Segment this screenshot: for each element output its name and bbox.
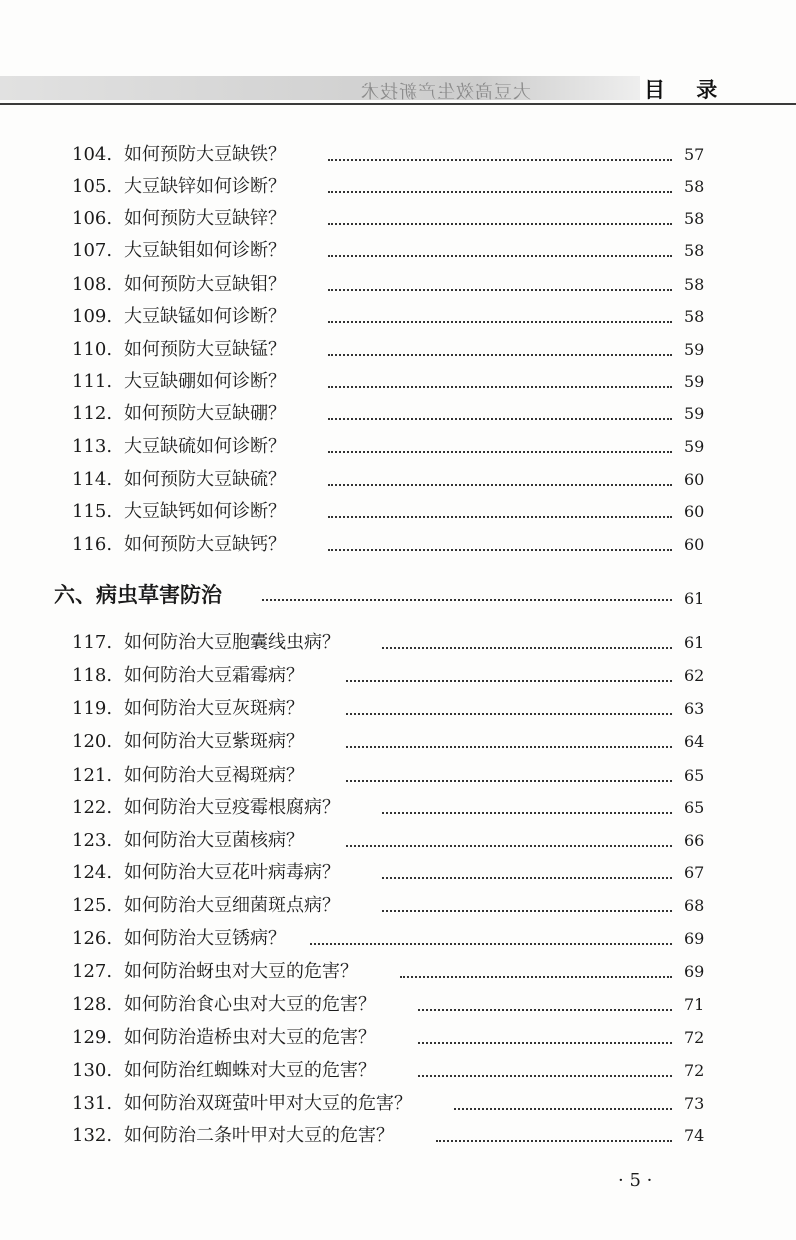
- entry-page: 57: [684, 145, 705, 164]
- entry-page: 68: [684, 896, 705, 915]
- leader-dots: [328, 165, 672, 193]
- entry-number: 124.: [72, 862, 113, 883]
- entry-title: 如何防治大豆细菌斑点病？: [124, 895, 340, 916]
- toc-entry[interactable]: [0, 532, 796, 558]
- entry-page: 59: [684, 372, 705, 391]
- leader-dots: [328, 263, 672, 291]
- leader-dots: [418, 983, 672, 1011]
- leader-dots: [382, 851, 672, 879]
- leader-dots: [382, 786, 672, 814]
- toc-entry[interactable]: [0, 401, 796, 427]
- entry-page: 69: [684, 929, 705, 948]
- leader-dots: [328, 392, 672, 420]
- toc-entry[interactable]: [0, 1058, 796, 1084]
- entry-number: 106.: [72, 208, 113, 229]
- entry-title: 如何防治大豆疫霉根腐病？: [124, 797, 340, 818]
- entry-page: 59: [684, 340, 705, 359]
- entry-page: 72: [684, 1028, 705, 1047]
- entry-number: 129.: [72, 1027, 113, 1048]
- toc-entry[interactable]: [0, 860, 796, 886]
- entry-page: 59: [684, 437, 705, 456]
- entry-number: 122.: [72, 797, 113, 818]
- entry-number: 111.: [72, 371, 113, 392]
- entry-number: 110.: [72, 339, 113, 360]
- entry-page: 65: [684, 766, 705, 785]
- toc-entry[interactable]: [0, 926, 796, 952]
- entry-number: 112.: [72, 403, 113, 424]
- entry-number: 104.: [72, 144, 113, 165]
- entry-title: 如何防治大豆灰斑病？: [124, 698, 304, 719]
- leader-dots: [262, 573, 672, 601]
- entry-number: 121.: [72, 765, 113, 786]
- entry-page: 67: [684, 863, 705, 882]
- leader-dots: [436, 1114, 672, 1142]
- entry-number: 128.: [72, 994, 113, 1015]
- entry-title: 大豆缺硫如何诊断？: [124, 436, 286, 457]
- entry-page: 66: [684, 831, 705, 850]
- entry-title: 如何防治蚜虫对大豆的危害？: [124, 961, 358, 982]
- entry-title: 如何防治大豆紫斑病？: [124, 731, 304, 752]
- page-number: · 5 ·: [618, 1170, 653, 1191]
- entry-number: 120.: [72, 731, 113, 752]
- entry-number: 108.: [72, 274, 113, 295]
- toc-entry[interactable]: [0, 1025, 796, 1051]
- toc-entry[interactable]: [0, 893, 796, 919]
- toc-section-heading[interactable]: [0, 582, 796, 612]
- entry-title: 如何防治大豆胞囊线虫病？: [124, 632, 340, 653]
- entry-title: 大豆缺锰如何诊断？: [124, 306, 286, 327]
- entry-page: 71: [684, 995, 705, 1014]
- toc-entry[interactable]: [0, 663, 796, 689]
- entry-page: 69: [684, 962, 705, 981]
- leader-dots: [328, 425, 672, 453]
- entry-number: 130.: [72, 1060, 113, 1081]
- toc-entry[interactable]: [0, 238, 796, 264]
- entry-title: 如何预防大豆缺钼？: [124, 274, 286, 295]
- header-mirrored-text: 大豆高效生产新技术: [360, 82, 531, 103]
- leader-dots: [310, 917, 672, 945]
- leader-dots: [346, 687, 672, 715]
- entry-title: 大豆缺锌如何诊断？: [124, 176, 286, 197]
- entry-number: 114.: [72, 469, 113, 490]
- entry-number: 119.: [72, 698, 113, 719]
- entry-page: 58: [684, 307, 705, 326]
- leader-dots: [328, 197, 672, 225]
- entry-number: 105.: [72, 176, 113, 197]
- toc-entry[interactable]: [0, 729, 796, 755]
- leader-dots: [400, 950, 672, 978]
- entry-title: 大豆缺钙如何诊断？: [124, 501, 286, 522]
- entry-title: 如何预防大豆缺锌？: [124, 208, 286, 229]
- leader-dots: [346, 819, 672, 847]
- entry-title: 如何预防大豆缺钙？: [124, 534, 286, 555]
- leader-dots: [328, 328, 672, 356]
- entry-page: 58: [684, 241, 705, 260]
- entry-page: 60: [684, 535, 705, 554]
- leader-dots: [328, 229, 672, 257]
- toc-entry[interactable]: [0, 1123, 796, 1149]
- toc-entry[interactable]: [0, 696, 796, 722]
- entry-number: 125.: [72, 895, 113, 916]
- leader-dots: [328, 360, 672, 388]
- entry-number: 132.: [72, 1125, 113, 1146]
- entry-page: 58: [684, 209, 705, 228]
- entry-title: 如何防治大豆锈病？: [124, 928, 286, 949]
- toc-entry[interactable]: [0, 304, 796, 330]
- entry-number: 116.: [72, 534, 113, 555]
- running-header: [0, 72, 796, 106]
- entry-number: 126.: [72, 928, 113, 949]
- toc-entry[interactable]: [0, 630, 796, 656]
- leader-dots: [346, 754, 672, 782]
- toc-entry[interactable]: [0, 795, 796, 821]
- toc-entry[interactable]: [0, 434, 796, 460]
- entry-number: 113.: [72, 436, 113, 457]
- entry-page: 58: [684, 275, 705, 294]
- entry-page: 74: [684, 1126, 705, 1145]
- entry-title: 如何预防大豆缺硼？: [124, 403, 286, 424]
- entry-page: 59: [684, 404, 705, 423]
- header-title: 目 录: [644, 78, 730, 102]
- entry-page: 64: [684, 732, 705, 751]
- entry-number: 123.: [72, 830, 113, 851]
- leader-dots: [328, 523, 672, 551]
- entry-number: 109.: [72, 306, 113, 327]
- entry-page: 61: [684, 633, 705, 652]
- entry-page: 62: [684, 666, 705, 685]
- entry-title: 如何预防大豆缺硫？: [124, 469, 286, 490]
- leader-dots: [328, 133, 672, 161]
- entry-number: 117.: [72, 632, 113, 653]
- entry-page: 60: [684, 502, 705, 521]
- entry-number: 127.: [72, 961, 113, 982]
- leader-dots: [418, 1016, 672, 1044]
- toc-entry[interactable]: [0, 959, 796, 985]
- entry-title: 如何防治二条叶甲对大豆的危害？: [124, 1125, 394, 1146]
- leader-dots: [328, 295, 672, 323]
- toc-entry[interactable]: [0, 1091, 796, 1117]
- entry-number: 107.: [72, 240, 113, 261]
- entry-title: 如何防治红蜘蛛对大豆的危害？: [124, 1060, 376, 1081]
- header-rule: [0, 103, 796, 105]
- entry-title: 如何防治大豆霜霉病？: [124, 665, 304, 686]
- leader-dots: [346, 720, 672, 748]
- leader-dots: [328, 458, 672, 486]
- leader-dots: [328, 490, 672, 518]
- entry-title: 如何防治大豆菌核病？: [124, 830, 304, 851]
- entry-number: 115.: [72, 501, 113, 522]
- entry-page: 72: [684, 1061, 705, 1080]
- entry-page: 65: [684, 798, 705, 817]
- entry-number: 131.: [72, 1093, 113, 1114]
- entry-title: 如何预防大豆缺铁？: [124, 144, 286, 165]
- entry-title: 如何防治食心虫对大豆的危害？: [124, 994, 376, 1015]
- entry-title: 如何防治大豆花叶病毒病？: [124, 862, 340, 883]
- entry-title: 大豆缺硼如何诊断？: [124, 371, 286, 392]
- entry-title: 如何预防大豆缺锰？: [124, 339, 286, 360]
- entry-page: 58: [684, 177, 705, 196]
- leader-dots: [382, 621, 672, 649]
- section-title: 六、病虫草害防治: [54, 583, 222, 607]
- leader-dots: [346, 654, 672, 682]
- entry-page: 63: [684, 699, 705, 718]
- leader-dots: [382, 884, 672, 912]
- entry-title: 大豆缺钼如何诊断？: [124, 240, 286, 261]
- entry-title: 如何防治大豆褐斑病？: [124, 765, 304, 786]
- section-page: 61: [684, 589, 705, 608]
- entry-page: 60: [684, 470, 705, 489]
- entry-number: 118.: [72, 665, 113, 686]
- entry-title: 如何防治造桥虫对大豆的危害？: [124, 1027, 376, 1048]
- toc-entry[interactable]: [0, 499, 796, 525]
- toc-entry[interactable]: [0, 992, 796, 1018]
- leader-dots: [454, 1082, 672, 1110]
- entry-title: 如何防治双斑萤叶甲对大豆的危害？: [124, 1093, 412, 1114]
- leader-dots: [418, 1049, 672, 1077]
- header-decoration-band: [0, 76, 640, 100]
- entry-page: 73: [684, 1094, 705, 1113]
